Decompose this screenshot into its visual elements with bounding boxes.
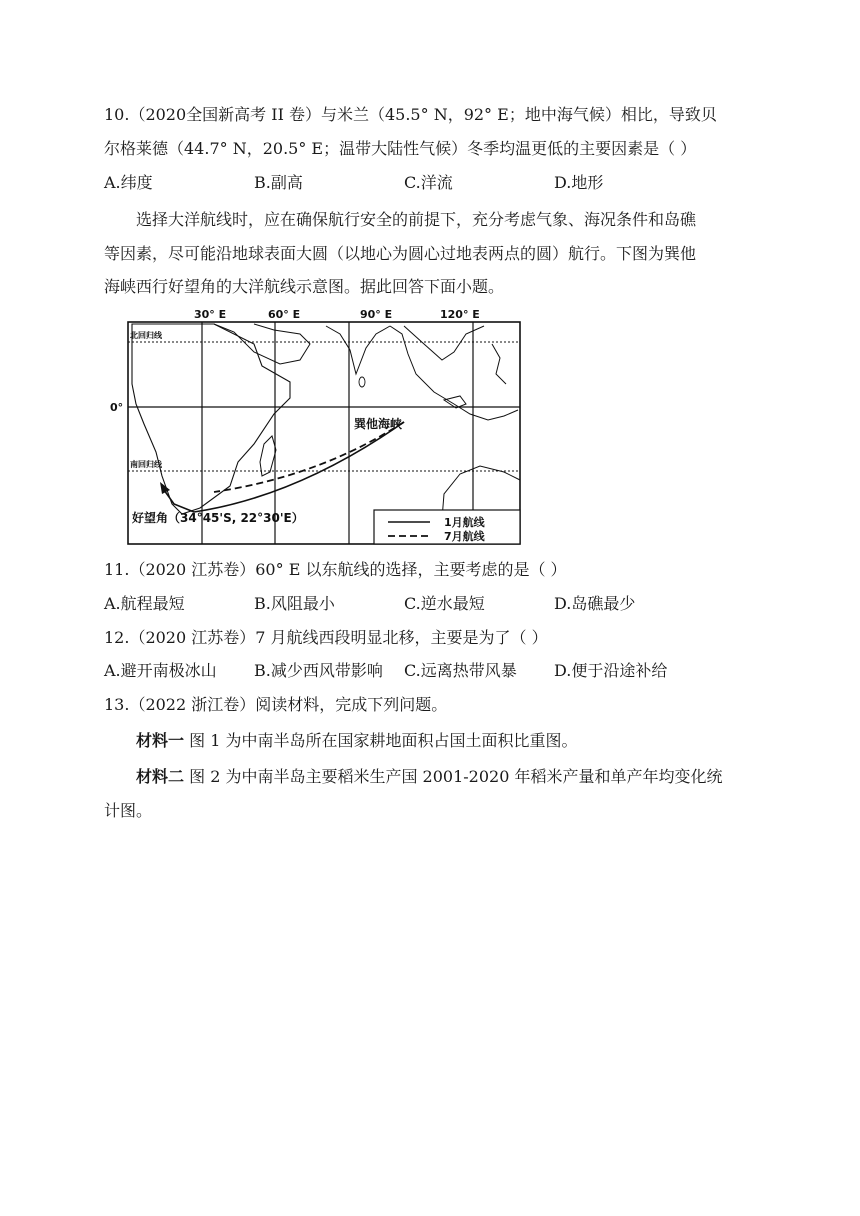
lon-label-30e: 30° E	[194, 308, 227, 321]
lat-label-equator: 0°	[110, 401, 124, 414]
q12-stem: 12.（2020 江苏卷）7 月航线西段明显北移，主要是为了（ ）	[104, 628, 548, 647]
q13-material1	[136, 730, 577, 752]
q11-option-c: C.逆水最短	[404, 594, 485, 613]
passage-line1: 选择大洋航线时，应在确保航行安全的前提下，充分考虑气象、海况条件和岛礁	[136, 210, 697, 229]
lon-label-120e: 120° E	[440, 308, 480, 321]
q13-material2-line2: 计图。	[104, 801, 153, 820]
q10-option-b: B.副高	[254, 173, 303, 192]
q13-stem: 13.（2022 浙江卷）阅读材料，完成下列问题。	[104, 695, 448, 714]
q13-material2	[136, 766, 722, 788]
q11-option-b: B.风阻最小	[254, 594, 335, 613]
legend-july-label: 7月航线	[444, 530, 485, 543]
q11-stem: 11.（2020 江苏卷）60° E 以东航线的选择，主要考虑的是（ ）	[104, 560, 567, 579]
q12-option-a: A.避开南极冰山	[104, 661, 217, 680]
route-map-svg	[104, 304, 524, 548]
lon-label-60e: 60° E	[268, 308, 301, 321]
q13-material2-title: 材料二	[136, 767, 185, 786]
passage-line2: 等因素，尽可能沿地球表面大圆（以地心为圆心过地表两点的圆）航行。下图为巽他	[104, 244, 697, 263]
q12-option-c: C.远离热带风暴	[404, 661, 517, 680]
q13-material1-title: 材料一	[136, 731, 185, 750]
lon-label-90e: 90° E	[360, 308, 393, 321]
q12-option-d: D.便于沿途补给	[554, 661, 668, 680]
q11-option-a: A.航程最短	[104, 594, 185, 613]
q10-option-a: A.纬度	[104, 173, 153, 192]
passage-line3: 海峡西行好望角的大洋航线示意图。据此回答下面小题。	[104, 277, 505, 296]
q10-option-d: D.地形	[554, 173, 604, 192]
q10-stem-line1: 10.（2020全国新高考 II 卷）与米兰（45.5° N，92° E；地中海气候）相比，导致贝	[104, 105, 717, 124]
q13-material1-text: 图 1 为中南半岛所在国家耕地面积占国土面积比重图。	[184, 731, 578, 750]
cape-label: 好望角（34°45'S, 22°30'E）	[132, 511, 304, 525]
legend-january-label: 1月航线	[444, 516, 485, 529]
q13-material2-text: 图 2 为中南半岛主要稻米生产国 2001-2020 年稻米产量和单产年均变化统	[184, 767, 723, 786]
lat-label-tropic-cancer: 北回归线	[130, 331, 162, 340]
lat-label-tropic-capricorn: 南回归线	[130, 460, 162, 469]
q11-option-d: D.岛礁最少	[554, 594, 636, 613]
q10-stem-line2: 尔格莱德（44.7° N，20.5° E；温带大陆性气候）冬季均温更低的主要因素是（ ）	[104, 139, 697, 158]
route-map	[104, 304, 524, 548]
q12-option-b: B.减少西风带影响	[254, 661, 383, 680]
q10-option-c: C.洋流	[404, 173, 453, 192]
strait-label: 巽他海峡	[354, 417, 403, 431]
